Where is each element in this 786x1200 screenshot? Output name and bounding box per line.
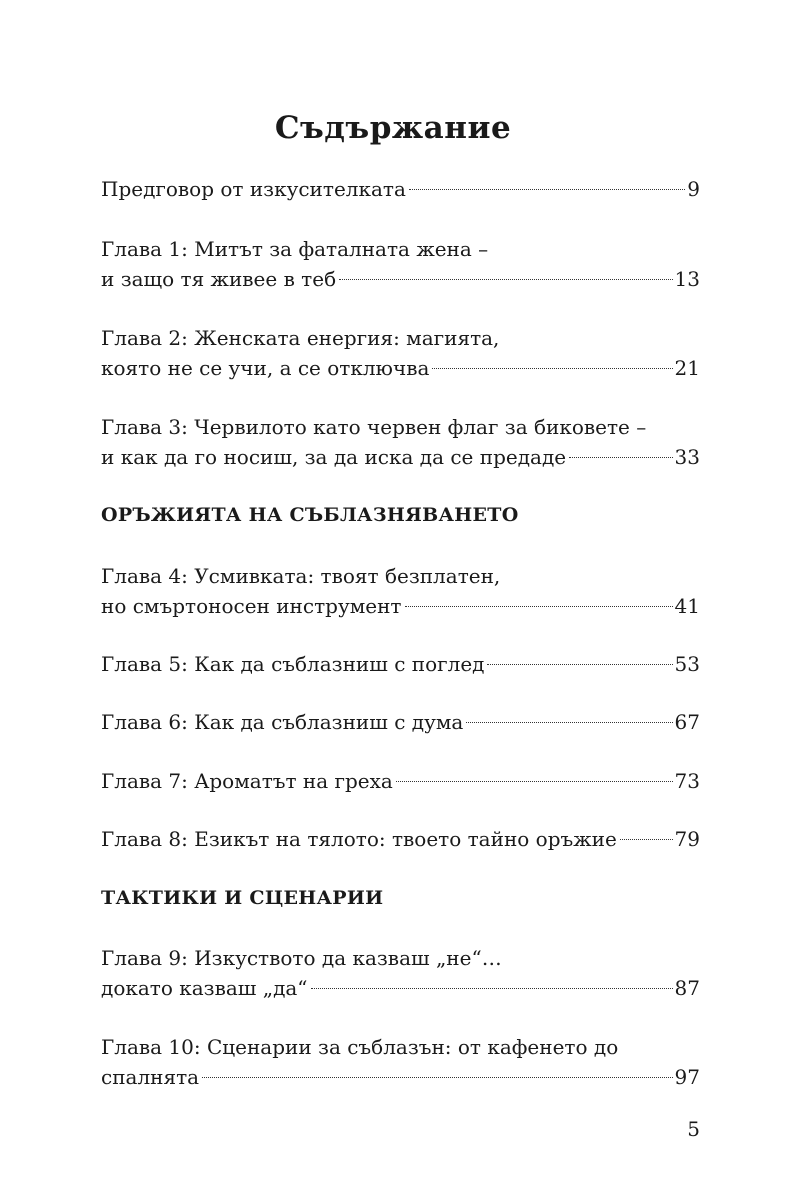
- toc-entry-title-line2: и защо тя живее в теб: [101, 267, 337, 291]
- toc-entry-chapter-8[interactable]: [101, 824, 700, 854]
- page-title: Съдържание: [274, 110, 512, 146]
- dot-leader: [339, 279, 672, 280]
- toc-entry-chapter-3[interactable]: [101, 412, 700, 472]
- toc-page-number: 41: [674, 594, 700, 618]
- dot-leader: [311, 988, 673, 989]
- toc-page-number: 67: [674, 710, 700, 734]
- toc-entry-title-line1: Глава 9: Изкуството да казваш „не“…: [101, 946, 502, 970]
- toc-entry-title-line2: която не се учи, а се отключва: [101, 356, 430, 380]
- dot-leader: [466, 722, 672, 723]
- dot-leader: [405, 606, 673, 607]
- toc-entry-title-line1: Глава 2: Женската енергия: магията,: [101, 326, 500, 350]
- dot-leader: [569, 457, 672, 458]
- toc-entry-title-line1: Глава 4: Усмивката: твоят безплатен,: [101, 564, 501, 588]
- toc-page-number: 87: [674, 976, 700, 1000]
- dot-leader: [202, 1077, 672, 1078]
- toc-entry-title: Предговор от изкуситeлката: [101, 177, 406, 201]
- toc-page-number: 21: [674, 356, 700, 380]
- toc-entry-title-line2: но смъртоносен инструмент: [101, 594, 402, 618]
- dot-leader: [487, 664, 672, 665]
- toc-page-number: 73: [674, 769, 700, 793]
- toc-entry-title-line2: докато казваш „да“: [101, 976, 308, 1000]
- dot-leader: [409, 189, 685, 190]
- toc-entry-title: Глава 8: Езикът на тялото: твоето тайно оръжие: [101, 827, 617, 851]
- toc-entry-chapter-4[interactable]: [101, 561, 700, 621]
- toc-entry-chapter-1[interactable]: [101, 234, 700, 294]
- section-heading-weapons: ОРЪЖИЯТА НА СЪБЛАЗНЯВАНЕТО: [101, 504, 519, 526]
- toc-entry-title-line1: Глава 3: Червилото като червен флаг за биковете –: [101, 415, 647, 439]
- dot-leader: [620, 839, 673, 840]
- section-heading-tactics: ТАКТИКИ И СЦЕНАРИИ: [101, 887, 384, 909]
- toc-entry-chapter-9[interactable]: [101, 943, 700, 1003]
- toc-entry-title: Глава 5: Как да съблазниш с поглед: [101, 652, 485, 676]
- toc-entry-title: Глава 6: Как да съблазниш с дума: [101, 710, 464, 734]
- toc-entry-title-line1: Глава 1: Митът за фаталната жена –: [101, 237, 489, 261]
- toc-entry-title-line1: Глава 10: Сценарии за съблазън: от кафенето до: [101, 1035, 619, 1059]
- toc-page-number: 53: [674, 652, 700, 676]
- toc-page-number: 9: [687, 177, 700, 201]
- toc-page-number: 97: [674, 1065, 700, 1089]
- toc-page-number: 33: [674, 445, 700, 469]
- dot-leader: [432, 368, 672, 369]
- toc-entry-chapter-6[interactable]: [101, 707, 700, 737]
- toc-page-number: 79: [674, 827, 700, 851]
- toc-page-number: 13: [674, 267, 700, 291]
- dot-leader: [396, 781, 673, 782]
- toc-entry-title: Глава 7: Ароматът на греха: [101, 769, 393, 793]
- toc-entry-title-line2: спалнята: [101, 1065, 200, 1089]
- toc-entry-chapter-2[interactable]: [101, 323, 700, 383]
- toc-entry-chapter-5[interactable]: [101, 649, 700, 679]
- toc-entry-chapter-7[interactable]: [101, 766, 700, 796]
- toc-entry-foreword[interactable]: [101, 174, 700, 204]
- toc-entry-title-line2: и как да го носиш, за да иска да се предаде: [101, 445, 567, 469]
- page-number: 5: [687, 1117, 700, 1141]
- toc-entry-chapter-10[interactable]: [101, 1032, 700, 1092]
